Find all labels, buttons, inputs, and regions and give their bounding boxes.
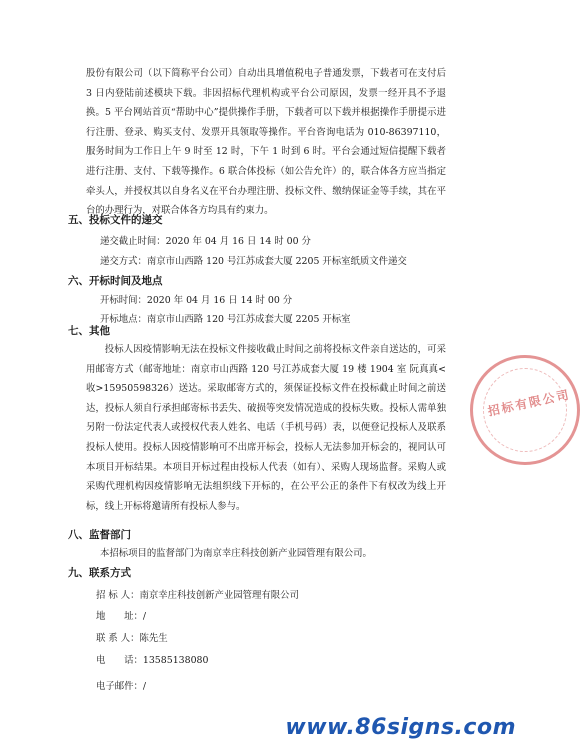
section6-heading: 六、开标时间及地点 bbox=[68, 275, 163, 287]
submission-deadline: 递交截止时间：2020 年 04 月 16 日 14 时 00 分 bbox=[100, 236, 311, 247]
contact-email: 电子邮件：/ bbox=[96, 681, 147, 692]
site-watermark: www.86signs.com bbox=[285, 715, 516, 740]
section7-paragraph: 投标人因疫情影响无法在投标文件接收截止时间之前将投标文件亲自送达的，可采用邮寄方式（邮寄地址：南京市山西路 120 号江苏成套大厦 19 楼 1904 室 阮真真<收>15950598326）送达。采取邮寄方式的，须保证投标文件在投标截止时间之前送达，投标人须自行承担邮寄标书丢失、破损等突发情况造成的投标失败。投标人需单独另附一份法定代表人或授权代表人姓名、电话（手机号码）表，以便登记投标人及联系投标人使用。投标人因疫情影响可不出席开标会，投标人无法参加开标会的，视同认可本项目开标结果。本项目开标过程由投标人代表（如有）、采购人现场监督。采购人或采购代理机构因疫情影响无法组织线下开标的，在公平公正的条件下有权改为线上开标，线上开标将邀请所有投标人参与。 bbox=[86, 344, 446, 512]
opening-place: 开标地点：南京市山西路 120 号江苏成套大厦 2205 开标室 bbox=[100, 314, 351, 325]
submission-method: 递交方式：南京市山西路 120 号江苏成套大厦 2205 开标室纸质文件递交 bbox=[100, 256, 407, 267]
red-seal-stamp bbox=[470, 355, 580, 465]
contact-person: 联 系 人：陈先生 bbox=[96, 633, 168, 644]
section5-heading: 五、投标文件的递交 bbox=[68, 214, 163, 226]
section9-heading: 九、联系方式 bbox=[68, 567, 131, 579]
contact-address: 地 址：/ bbox=[96, 611, 147, 622]
contact-tenderer: 招 标 人：南京幸庄科技创新产业园管理有限公司 bbox=[96, 590, 299, 601]
seal-text: 招标有限公司 bbox=[486, 387, 572, 419]
contact-phone: 电 话：13585138080 bbox=[96, 655, 209, 666]
supervision-text: 本招标项目的监督部门为南京幸庄科技创新产业园管理有限公司。 bbox=[100, 548, 372, 559]
section7-heading: 七、其他 bbox=[68, 325, 110, 337]
opening-time: 开标时间：2020 年 04 月 16 日 14 时 00 分 bbox=[100, 295, 293, 306]
section8-heading: 八、监督部门 bbox=[68, 529, 131, 541]
intro-paragraph: 股份有限公司（以下简称平台公司）自动出具增值税电子普通发票，下载者可在支付后 3 日内登陆前述模块下载。非因招标代理机构或平台公司原因，发票一经开具不予退换。5 平台网站首页“帮助中心”提供操作手册，下载者可以下载并根据操作手册提示进行注册、登录、购买支付、发票开具领取等操作。平台咨询电话为 010-86397110，服务时间为工作日上午 9 时至 12 时，下午 1 时到 6 时。平台会通过短信提醒下载者进行注册、支付、下载等操作。6 联合体投标（如公告允许）的，联合体各方应当指定牵头人，并授权其以自身名义在平台办理注册、投标文件、缴纳保证金等手续，其在平台的办理行为，对联合体各方均具有约束力。 bbox=[86, 68, 446, 217]
